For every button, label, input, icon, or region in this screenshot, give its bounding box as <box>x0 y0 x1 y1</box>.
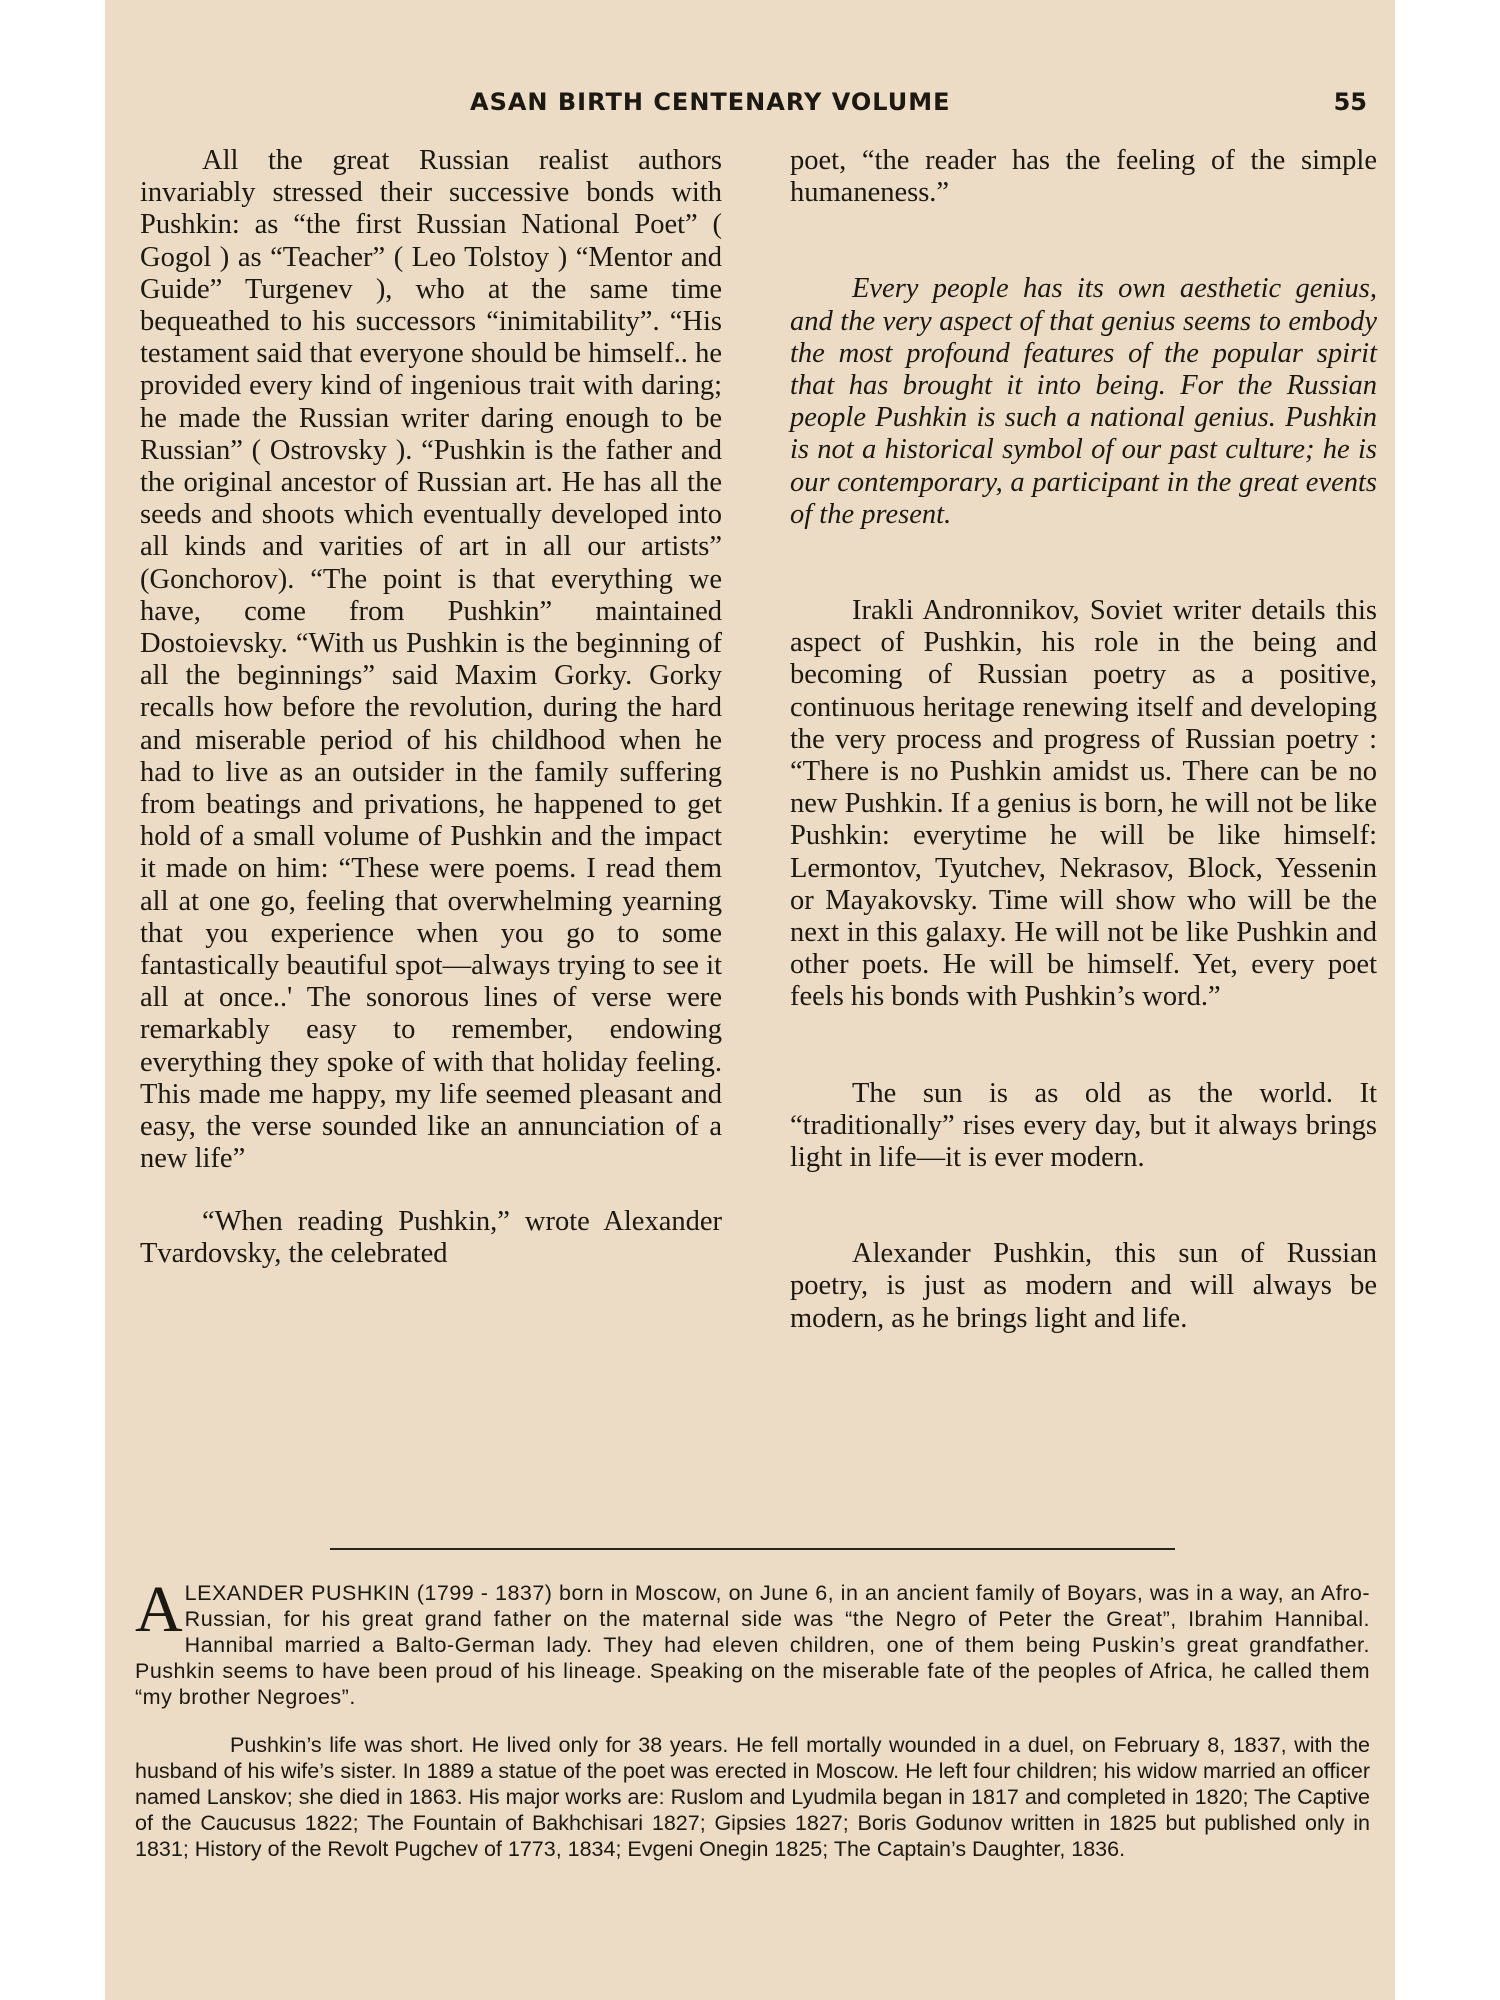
footnote-paragraph-1-text: LEXANDER PUSHKIN (1799 - 1837) born in Moscow, on June 6, in an ancient family of Boyars, was in a way, an Afro-Russian, for his great grand father on the maternal side was “the Negro of Peter the Great”, Ibrahim Hannibal. Hannibal married a Balto-German lady. They had eleven children, one of them being Puskin’s great grandfather. Pushkin seems to have been proud of his lineage. Speaking on the miserable fate of the peoples of Africa, he called them “my brother Negroes”. <box>135 1581 1370 1709</box>
right-column <box>790 145 1377 1335</box>
footnote-divider <box>330 1548 1175 1550</box>
right-paragraph-1: poet, “the reader has the feeling of the simple humaneness.” <box>790 145 1377 209</box>
right-paragraph-conclusion: Alexander Pushkin, this sun of Russian poetry, is just as modern and will always be modern, as he brings light and life. <box>790 1238 1377 1334</box>
footnote-paragraph-1 <box>135 1573 1370 1710</box>
left-paragraph-1: All the great Russian realist authors invariably stressed their successive bonds with Pushkin: as “the first Russian National Poet” ( Gogol ) as “Teacher” ( Leo Tolstoy ) “Mentor and Guide” Turgenev ), who at the same time bequeathed to his successors “inimitability”. “His testament said that everyone should be himself.. he provided every kind of ingenious trait with daring; he made the Russian writer daring enough to be Russian” ( Ostrovsky ). “Pushkin is the father and the original ancestor of Russian art. He has all the seeds and shoots which eventually developed into all kinds and varities of art in all our artists” (Gonchorov). “The point is that everything we have, come from Pushkin” maintained Dostoievsky. “With us Pushkin is the beginning of all the beginnings” said Maxim Gorky. Gorky recalls how before the revolution, during the hard and miserable period of his childhood when he had to live as an outsider in the family suffering from beatings and privations, he happened to get hold of a small volume of Pushkin and the impact it made on him: “These were poems. I read them all at one go, feeling that overwhelming yearning that you experience when you go to some fantastically beautiful spot—always trying to see it all at once..' The sonorous lines of verse were remarkably easy to remember, endowing everything they spoke of with that holiday feeling. This made me happy, my life seemed pleasant and easy, the verse sounded like an annunciation of a new life” <box>140 145 722 1175</box>
book-page <box>105 0 1395 2000</box>
right-paragraph-andronnikov: Irakli Andronnikov, Soviet writer details this aspect of Pushkin, his role in the being and becoming of Russian poetry as a positive, continuous heritage renewing itself and developing the very process and progress of Russian poetry : “There is no Pushkin amidst us. There can be no new Pushkin. If a genius is born, he will not be like Pushkin: everytime he will be like himself: Lermontov, Tyutchev, Nekrasov, Block, Yessenin or Mayakovsky. Time will show who will be the next in this galaxy. He will not be like Pushkin and other poets. He will be himself. Yet, every poet feels his bonds with Pushkin’s word.” <box>790 595 1377 1013</box>
left-paragraph-2: “When reading Pushkin,” wrote Alexander Tvardovsky, the celebrated <box>140 1205 722 1269</box>
right-paragraph-sun: The sun is as old as the world. It “traditionally” rises every day, but it always brings light in life—it is ever modern. <box>790 1077 1377 1174</box>
running-title: ASAN BIRTH CENTENARY VOLUME <box>470 88 951 116</box>
page-number: 55 <box>1333 88 1367 116</box>
italic-quotation: Every people has its own aesthetic genius, and the very aspect of that genius seems to embody the most profound features of the popular spirit that has brought it into being. For the Russian people Pushkin is such a national genius. Pushkin is not a historical symbol of our past culture; he is our contemporary, a participant in the great events of the present. <box>790 273 1377 530</box>
footnote-paragraph-2: Pushkin’s life was short. He lived only for 38 years. He fell mortally wounded in a duel, on February 8, 1837, with the husband of his wife’s sister. In 1889 a statue of the poet was erected in Moscow. He left four children; his widow married an officer named Lanskov; she died in 1863. His major works are: Ruslom and Lyudmila began in 1817 and completed in 1820; The Captive of the Caucusus 1822; The Fountain of Bakhchisari 1827; Gipsies 1827; Boris Godunov written in 1825 but published only in 1831; History of the Revolt Pugchev of 1773, 1834; Evgeni Onegin 1825; The Captain’s Daughter, 1836. <box>135 1733 1370 1861</box>
biographical-footnote <box>135 1573 1370 1862</box>
drop-cap: A <box>135 1573 183 1646</box>
left-column <box>140 145 722 1270</box>
running-head <box>105 88 1395 118</box>
